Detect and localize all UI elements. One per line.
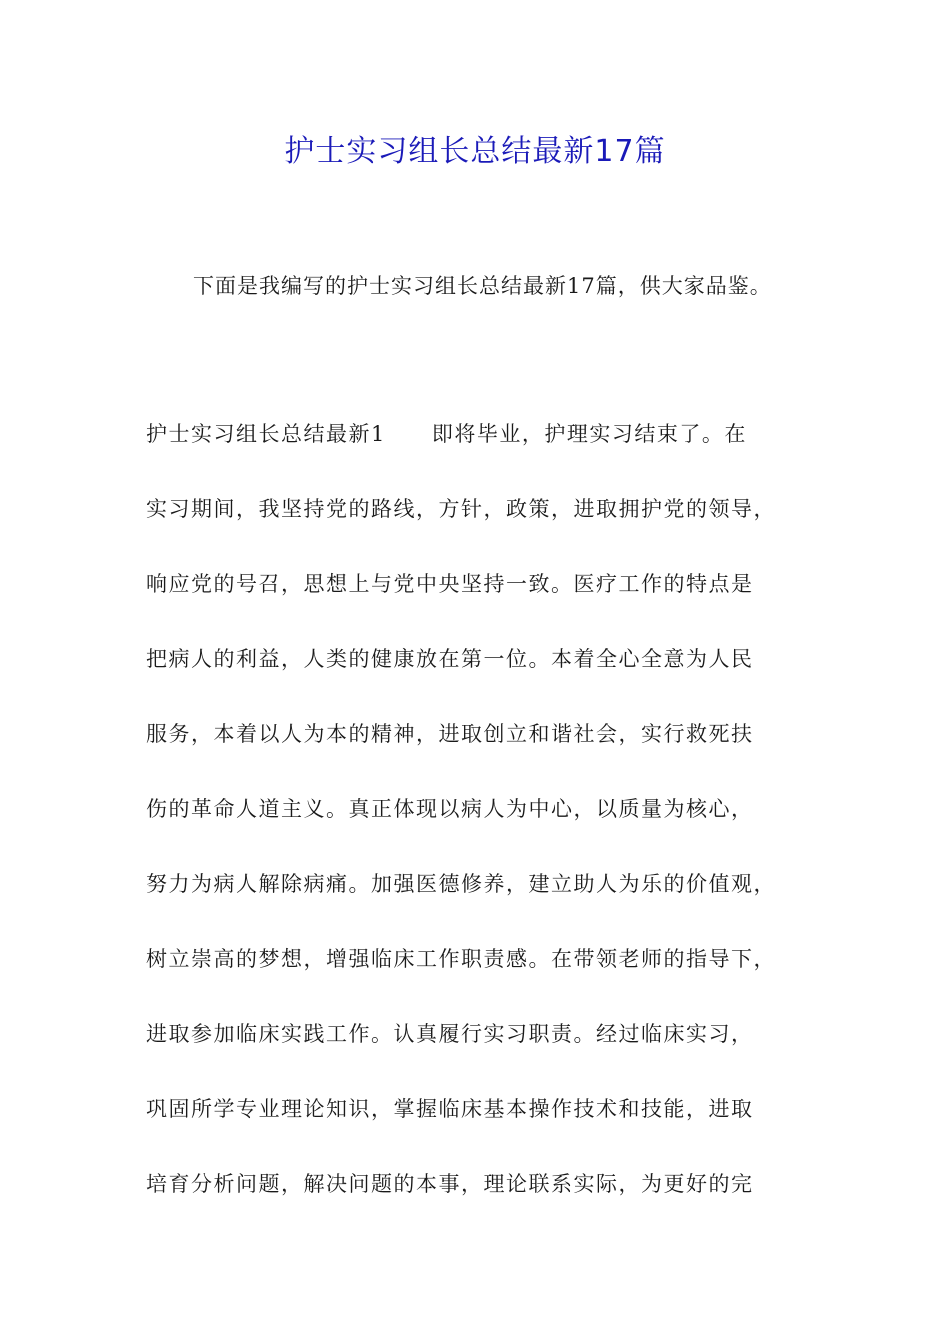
body-line: 培育分析问题，解决问题的本事，理论联系实际，为更好的完 [146, 1172, 754, 1196]
body-paragraph [146, 414, 836, 1239]
body-line [146, 414, 836, 489]
body-line: 响应党的号召，思想上与党中央坚持一致。医疗工作的特点是 [146, 572, 754, 596]
body-line: 努力为病人解除病痛。加强医德修养，建立助人为乐的价值观， [146, 872, 776, 896]
section-heading: 护士实习组长总结最新1 [146, 422, 386, 446]
body-line: 实习期间，我坚持党的路线，方针，政策，进取拥护党的领导， [146, 497, 776, 521]
body-line: 巩固所学专业理论知识，掌握临床基本操作技术和技能，进取 [146, 1097, 754, 1121]
body-line: 树立崇高的梦想，增强临床工作职责感。在带领老师的指导下， [146, 947, 776, 971]
body-line-text: 即将毕业，护理实习结束了。在 [431, 422, 747, 446]
document-title: 护士实习组长总结最新17篇 [284, 134, 666, 169]
body-line: 把病人的利益，人类的健康放在第一位。本着全心全意为人民 [146, 647, 754, 671]
intro-paragraph: 下面是我编写的护士实习组长总结最新17篇，供大家品鉴。 [193, 274, 772, 298]
body-line: 伤的革命人道主义。真正体现以病人为中心，以质量为核心， [146, 797, 754, 821]
body-line: 进取参加临床实践工作。认真履行实习职责。经过临床实习， [146, 1022, 754, 1046]
body-line: 服务，本着以人为本的精神，进取创立和谐社会，实行救死扶 [146, 722, 754, 746]
